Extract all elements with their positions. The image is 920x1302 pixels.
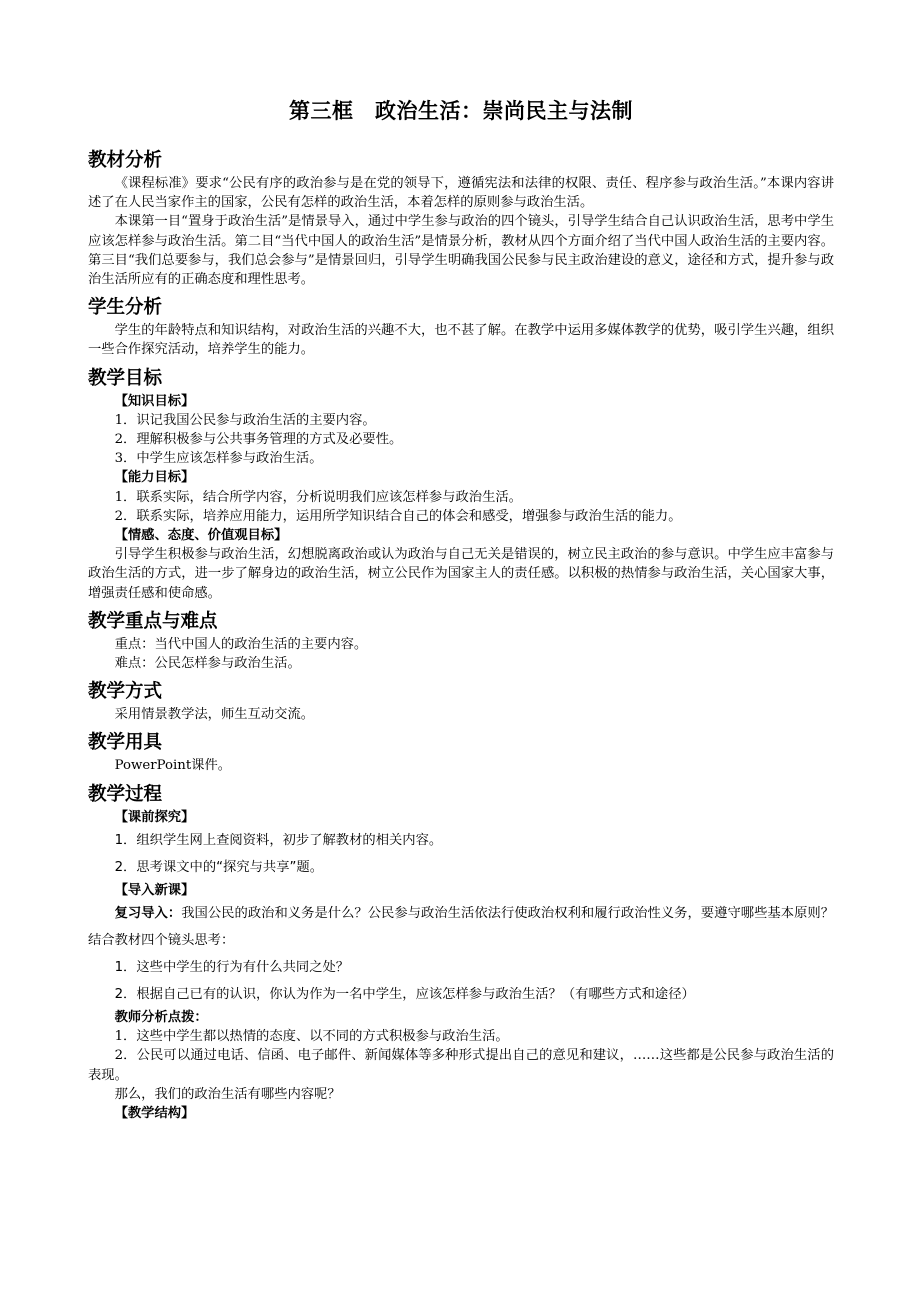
paragraph: 学生的年龄特点和知识结构，对政治生活的兴趣不大，也不甚了解。在教学中运用多媒体教学的优势，吸引学生兴趣，组织一些合作探究活动，培养学生的能力。 bbox=[88, 323, 834, 358]
subheading-knowledge-goals: 【知识目标】 bbox=[114, 393, 195, 409]
subheading-emotion-goals: 【情感、态度、价值观目标】 bbox=[114, 528, 288, 544]
paragraph: 《课程标准》要求“公民有序的政治参与是在党的领导下，遵循宪法和法律的权限、责任、程序参与政治生活。”本课内容讲述了在人民当家作主的国家，公民有怎样的政治生活，本着怎样的原则参与政治生活。 bbox=[88, 176, 834, 211]
heading-teaching-method: 教学方式 bbox=[88, 681, 163, 703]
tools-text: PowerPoint课件。 bbox=[114, 758, 232, 774]
subheading-structure: 【教学结构】 bbox=[114, 1106, 195, 1122]
heading-student-analysis: 学生分析 bbox=[88, 297, 163, 319]
page-title: 第三框 政治生活：崇尚民主与法制 bbox=[289, 99, 633, 123]
list-item: 2．思考课文中的“探究与共享”题。 bbox=[114, 859, 323, 875]
heading-material-analysis: 教材分析 bbox=[88, 150, 163, 171]
list-item: 2．联系实际，培养应用能力，运用所学知识结合自己的体会和感受，增强参与政治生活的能力。 bbox=[114, 508, 682, 524]
list-item: 3．中学生应该怎样参与政治生活。 bbox=[114, 451, 323, 467]
method-text: 采用情景教学法，师生互动交流。 bbox=[114, 707, 315, 723]
review-lead: 复习导入： bbox=[114, 906, 182, 922]
paragraph: 引导学生积极参与政治生活，幻想脱离政治或认为政治与自己无关是错误的，树立民主政治的参与意识。中学生应丰富参与政治生活的方式，进一步了解身边的政治生活，树立公民作为国家主人的责任感。以积极的热情参与政治生活，关心国家大事，增强责任感和使命感。 bbox=[88, 547, 834, 601]
subheading-pre-class: 【课前探究】 bbox=[114, 809, 195, 825]
list-item: 2．公民可以通过电话、信函、电子邮件、新闻媒体等多种形式提出自己的意见和建议，……这些都是公民参与政治生活的表现。 bbox=[88, 1048, 834, 1083]
heading-teaching-process: 教学过程 bbox=[88, 783, 163, 805]
list-item: 2．理解积极参与公共事务管理的方式及必要性。 bbox=[114, 432, 403, 448]
document-page bbox=[88, 96, 834, 1123]
list-item: 1．这些中学生都以热情的态度、以不同的方式积极参与政治生活。 bbox=[114, 1029, 509, 1045]
list-item: 1．这些中学生的行为有什么共同之处？ bbox=[114, 960, 350, 976]
heading-key-points: 教学重点与难点 bbox=[88, 610, 218, 632]
heading-teaching-tools: 教学用具 bbox=[88, 732, 163, 754]
list-item: 1．识记我国公民参与政治生活的主要内容。 bbox=[114, 412, 376, 428]
review-text: 我国公民的政治和义务是什么？公民参与政治生活依法行使政治权利和履行政治性义务，要遵守哪些基本原则？结合教材四个镜头思考： bbox=[88, 906, 835, 949]
transition-text: 那么，我们的政治生活有哪些内容呢？ bbox=[114, 1086, 341, 1102]
subheading-teacher-analysis: 教师分析点拨： bbox=[114, 1010, 208, 1026]
subheading-intro: 【导入新课】 bbox=[114, 882, 195, 898]
list-item: 1．组织学生网上查阅资料，初步了解教材的相关内容。 bbox=[114, 832, 443, 848]
focus-text: 重点：当代中国人的政治生活的主要内容。 bbox=[114, 636, 368, 652]
list-item: 1．联系实际，结合所学内容，分析说明我们应该怎样参与政治生活。 bbox=[114, 489, 522, 505]
subheading-ability-goals: 【能力目标】 bbox=[114, 470, 195, 486]
paragraph: 本课第一目“置身于政治生活”是情景导入，通过中学生参与政治的四个镜头，引导学生结合自己认识政治生活，思考中学生应该怎样参与政治生活。第二目“当代中国人的政治生活”是情景分析，教材从四个方面介绍了当代中国人政治生活的主要内容。第三目“我们总要参与，我们总会参与”是情景回归，引导学生明确我国公民参与民主政治建设的意义，途径和方式，提升参与政治生活所应有的正确态度和理性思考。 bbox=[88, 214, 834, 288]
list-item: 2．根据自己已有的认识，你认为作为一名中学生，应该怎样参与政治生活？（有哪些方式和途径） bbox=[114, 987, 695, 1003]
heading-teaching-goals: 教学目标 bbox=[88, 367, 163, 389]
review-paragraph bbox=[88, 900, 834, 954]
difficulty-text: 难点：公民怎样参与政治生活。 bbox=[114, 656, 301, 672]
